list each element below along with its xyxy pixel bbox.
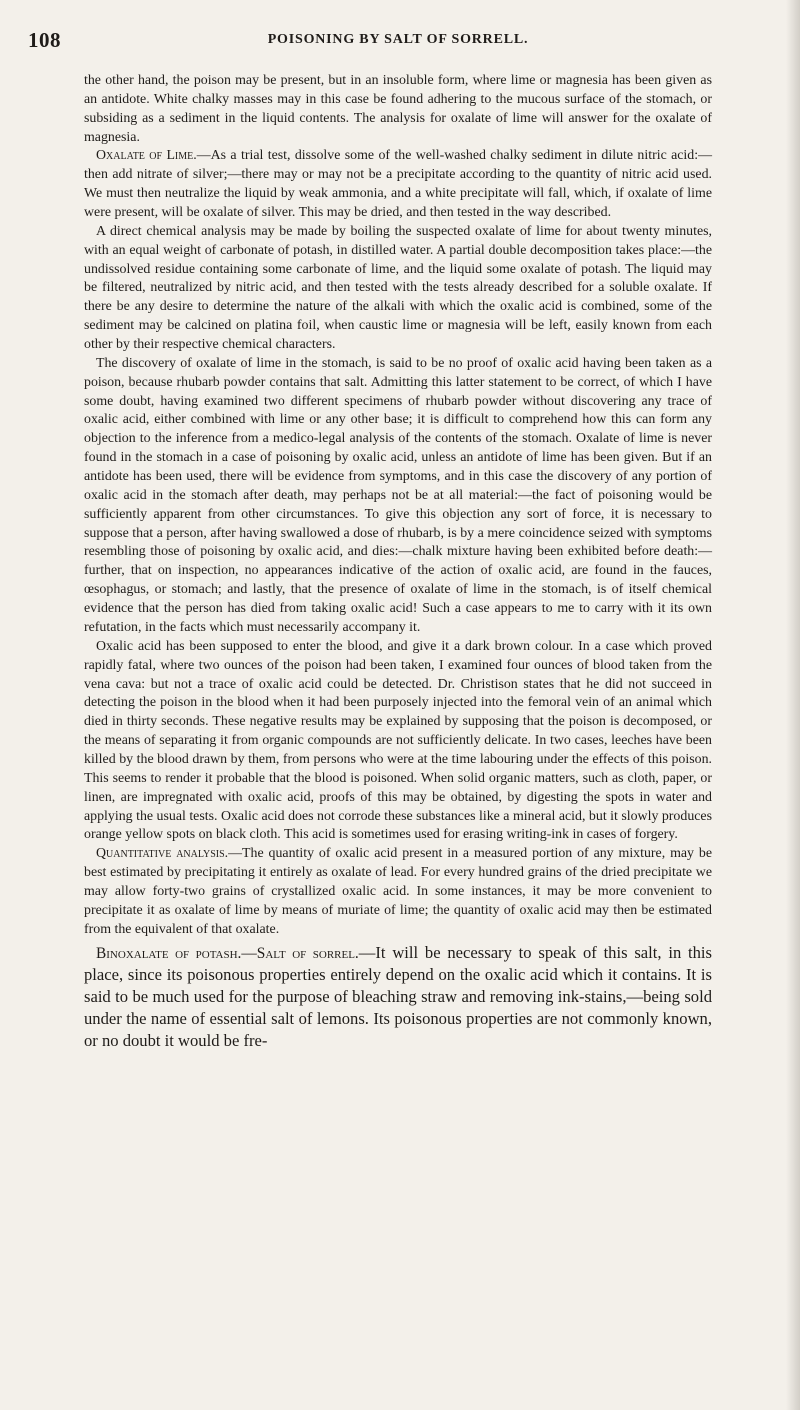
paragraph-quantitative-analysis xyxy=(84,845,712,939)
paragraph-binoxalate xyxy=(84,942,712,1053)
page-header xyxy=(28,28,768,54)
running-head: POISONING BY SALT OF SORRELL. xyxy=(267,32,529,47)
paragraph-blood xyxy=(84,638,712,845)
paragraph-oxalate-of-lime xyxy=(84,147,712,222)
paragraph-text: A direct chemical analysis may be made by boiling the suspected oxalate of lime for about twenty minutes, with an equal weight of carbonate of potash, in distilled water. A partial double decomposition takes place:—the undissolved residue containing some carbonate of lime, and the liquid some oxalate of potash. The liquid may be filtered, neutralized by nitric acid, and then tested with the tests already described for a soluble oxalate. If there be any desire to determine the nature of the alkali with which the oxalic acid is combined, some of the sediment may be calcined on platina foil, when caustic lime or magnesia will be left, easily known from each other by their respective chemical characters. xyxy=(84,223,712,353)
section-lead: Oxalate of Lime. xyxy=(96,148,197,164)
paragraph-text: the other hand, the poison may be present, but in an insoluble form, where lime or magnesia has been given as an antidote. White chalky masses may in this case be found adhering to the mucous surface of the stomach, or subsiding as a sediment in the liquid contents. The analysis for oxalate of lime will answer for the oxalate of magnesia. xyxy=(84,73,712,145)
paragraph-text: Oxalic acid has been supposed to enter the blood, and give it a dark brown colour. In a case which proved rapidly fatal, where two ounces of the poison had been taken, I examined four ounces of blood taken from the vena cava: but not a trace of oxalic acid could be detected. Dr. Christison states that he did not succeed in detecting the poison in the blood when it had been purposely injected into the femoral vein of an animal which died in thirty seconds. These negative results may be explained by supposing that the poison is decomposed, or the means of separating it from organic compounds are not sufficiently delicate. In two cases, leeches have been killed by the blood drawn by them, from persons who were at the time labouring under the effects of this poison. This seems to render it probable that the blood is poisoned. When solid organic matters, such as cloth, paper, or linen, are impregnated with oxalic acid, proofs of this may be obtained, by digesting the spots in water and applying the usual tests. Oxalic acid does not corrode these substances like a mineral acid, but it slowly produces orange yellow spots on black cloth. This acid is sometimes used for erasing writing-ink in cases of forgery. xyxy=(84,638,713,843)
paragraph-discovery xyxy=(84,355,712,638)
paragraph-text: —As a trial test, dissolve some of the well-washed chalky sediment in dilute nitric acid:—then add nitrate of silver;—there may or may not be a precipitate according to the quantity of nitric acid used. We must then neutralize the liquid by weak ammonia, and a white precipitate will fall, which, if oxalate of lime were present, will be oxalate of silver. This may be dried, and then tested in the way described. xyxy=(84,148,712,221)
paragraph-direct-analysis xyxy=(84,223,712,355)
paragraph-continuation xyxy=(84,72,712,147)
section-lead: Binoxalate of potash.—Salt of sorrel. xyxy=(96,944,359,962)
paragraph-text: The discovery of oxalate of lime in the stomach, is said to be no proof of oxalic acid having been taken as a poison, because rhubarb powder contains that salt. Admitting this latter statement to be correct, of which I have some doubt, having examined two different specimens of rhubarb powder without discovering any trace of oxalic acid, either combined with lime or any other base; it is difficult to comprehend how this can form any objection to the inference from a medico-legal analysis of the contents of the stomach. Oxalate of lime is never found in the stomach in a case of poisoning by oxalic acid, unless an antidote of lime has been given. But if an antidote has been used, there will be evidence from symptoms, and in this case the discovery of any portion of oxalic acid in the stomach after death, may perhaps not be at all material:—the fact of poisoning would be sufficiently apparent from other circumstances. To give this objection any sort of force, it is necessary to suppose that a person, after having swallowed a dose of rhubarb, is by a mere coincidence seized with symptoms resembling those of poisoning by oxalic acid, and dies:—chalk mixture having been exhibited before death:—further, that on inspection, no appearances indicative of the action of oxalic acid, are found in the fauces, œsophagus, or stomach; and lastly, that the presence of oxalate of lime in the stomach, is of itself chemical evidence that the person has died from taking oxalic acid! Such a case appears to me to carry with it its own refutation, in the facts which must necessarily accompany it. xyxy=(84,355,712,635)
paragraph-text: —It will be necessary to speak of this salt, in this place, since its poisonous properties entirely depend on the oxalic acid which it contains. It is said to be much used for the purpose of bleaching straw and removing ink-stains,—being sold under the name of essential salt of lemons. Its poisonous properties are not commonly known, or no doubt it would be fre- xyxy=(84,942,713,1051)
section-lead: Quantitative analysis. xyxy=(96,846,229,862)
page-number: 108 xyxy=(28,28,61,52)
body-text xyxy=(84,72,712,1052)
paragraph-text: —The quantity of oxalic acid present in a measured portion of any mixture, may be best estimated by precipitating it entirely as oxalate of lead. For every hundred grains of the dried precipitate we may allow forty-two grains of crystallized oxalic acid. In some instances, it may be more convenient to precipitate it as oxalate of lime by means of muriate of lime; the quantity of oxalic acid may then be estimated from the equivalent of that oxalate. xyxy=(84,846,712,937)
page-edge-shadow xyxy=(786,0,800,1410)
